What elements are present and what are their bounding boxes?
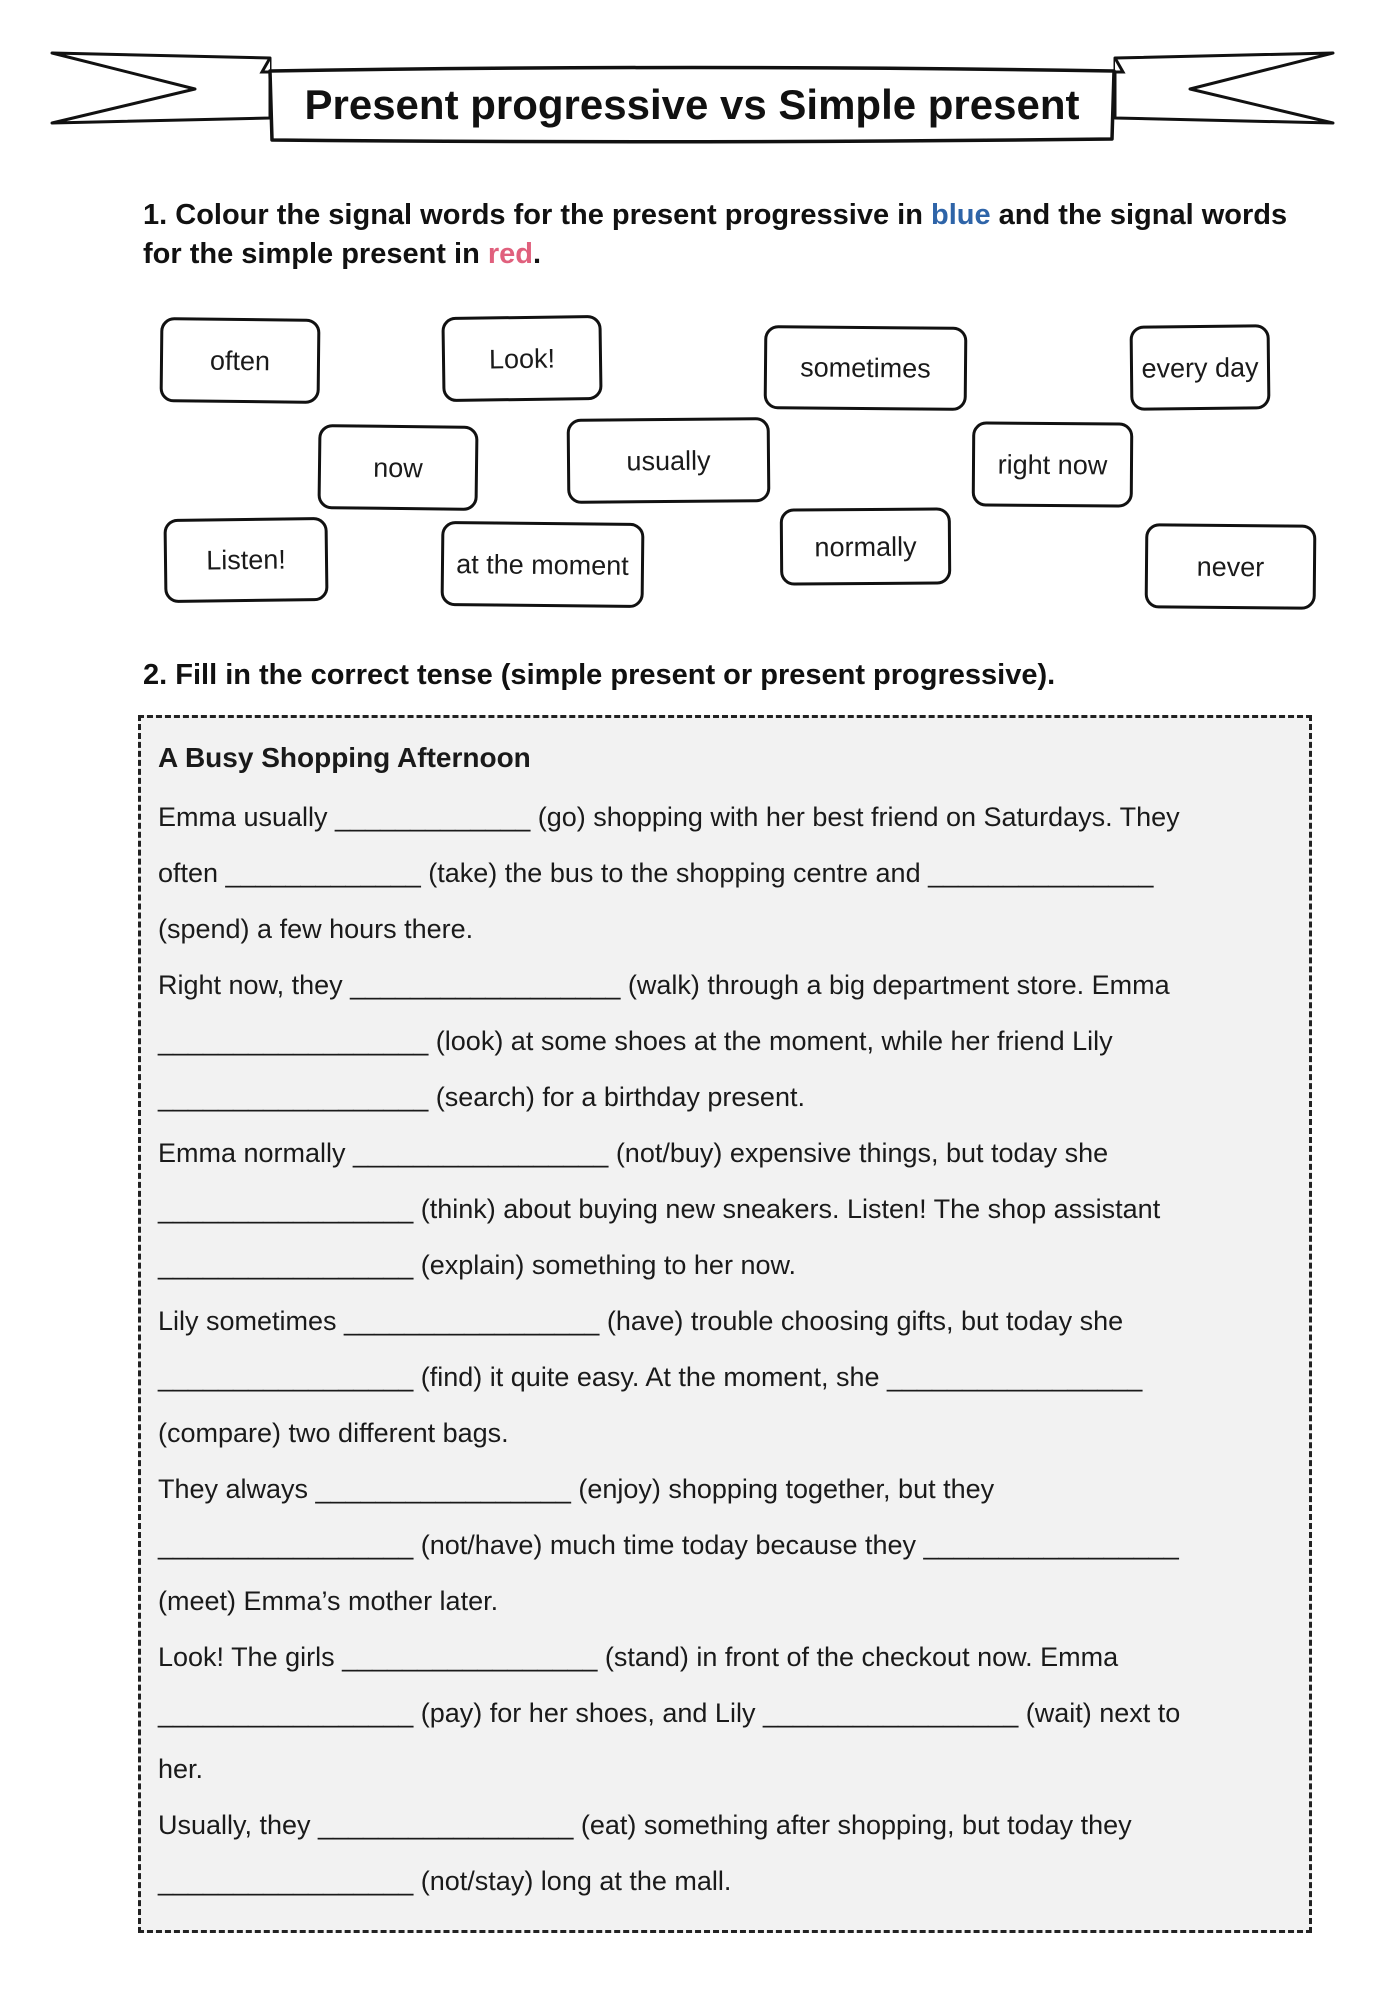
task-2-number: 2. — [143, 659, 168, 691]
story-line[interactable]: Lily sometimes _________________ (have) trouble choosing gifts, but today she — [158, 1306, 1124, 1336]
signal-word-normally[interactable]: normally — [780, 507, 952, 585]
signal-word-right-now[interactable]: right now — [972, 421, 1134, 507]
story-line[interactable]: Look! The girls _________________ (stand) in front of the checkout now. Emma — [158, 1642, 1119, 1672]
story-text — [158, 789, 1278, 1909]
signal-word-usually[interactable]: usually — [567, 417, 771, 504]
story-line: her. — [158, 1754, 204, 1784]
story-line[interactable]: _________________ (think) about buying new sneakers. Listen! The shop assistant — [158, 1194, 1161, 1224]
story-line[interactable]: __________________ (look) at some shoes at the moment, while her friend Lily — [158, 1026, 1113, 1056]
task-1-instruction — [143, 196, 1293, 274]
story-line[interactable]: _________________ (find) it quite easy. At the moment, she _________________ — [158, 1362, 1143, 1392]
story-title: A Busy Shopping Afternoon — [158, 742, 531, 773]
task-1-text-a: Colour the signal words for the present progressive in — [175, 199, 931, 231]
red-color-word: red — [487, 238, 533, 270]
task-2-text: Fill in the correct tense (simple present or present progressive). — [175, 659, 1056, 691]
task-1-number: 1. — [143, 199, 168, 231]
task-1-text-b: and the signal words for the simple present in — [143, 199, 1288, 270]
page-title: Present progressive vs Simple present — [304, 81, 1080, 128]
story-line[interactable]: _________________ (pay) for her shoes, and Lily _________________ (wait) next to — [158, 1698, 1181, 1728]
signal-word-never[interactable]: never — [1145, 523, 1317, 609]
story-line[interactable]: Usually, they _________________ (eat) something after shopping, but today they — [158, 1810, 1132, 1840]
story-line: (meet) Emma’s mother later. — [158, 1586, 499, 1616]
task-2-instruction — [143, 656, 1293, 695]
story-line[interactable]: Emma normally _________________ (not/buy) expensive things, but today she — [158, 1138, 1109, 1168]
story-line[interactable]: They always _________________ (enjoy) shopping together, but they — [158, 1474, 995, 1504]
blue-color-word: blue — [931, 199, 991, 231]
story-line[interactable]: _________________ (not/stay) long at the mall. — [158, 1866, 732, 1896]
task-1-text-c: . — [532, 238, 542, 270]
signal-word-sometimes[interactable]: sometimes — [764, 325, 968, 411]
story-line[interactable]: Right now, they __________________ (walk) through a big department store. Emma — [158, 970, 1170, 1000]
story-line[interactable]: often _____________ (take) the bus to the shopping centre and _______________ — [158, 858, 1154, 888]
story-line: (compare) two different bags. — [158, 1418, 509, 1448]
signal-word-listen[interactable]: Listen! — [163, 517, 328, 603]
signal-word-every-day[interactable]: every day — [1130, 324, 1271, 410]
story-line: (spend) a few hours there. — [158, 914, 474, 944]
story-line[interactable]: Emma usually _____________ (go) shopping with her best friend on Saturdays. They — [158, 802, 1180, 832]
signal-word-at-the-moment[interactable]: at the moment — [441, 521, 645, 608]
signal-word-look[interactable]: Look! — [441, 315, 602, 402]
story-line[interactable]: __________________ (search) for a birthday present. — [158, 1082, 805, 1112]
story-line[interactable]: _________________ (explain) something to her now. — [158, 1250, 796, 1280]
signal-word-now[interactable]: now — [317, 424, 478, 511]
story-line[interactable]: _________________ (not/have) much time today because they _________________ — [158, 1530, 1179, 1560]
signal-word-often[interactable]: often — [160, 317, 321, 404]
